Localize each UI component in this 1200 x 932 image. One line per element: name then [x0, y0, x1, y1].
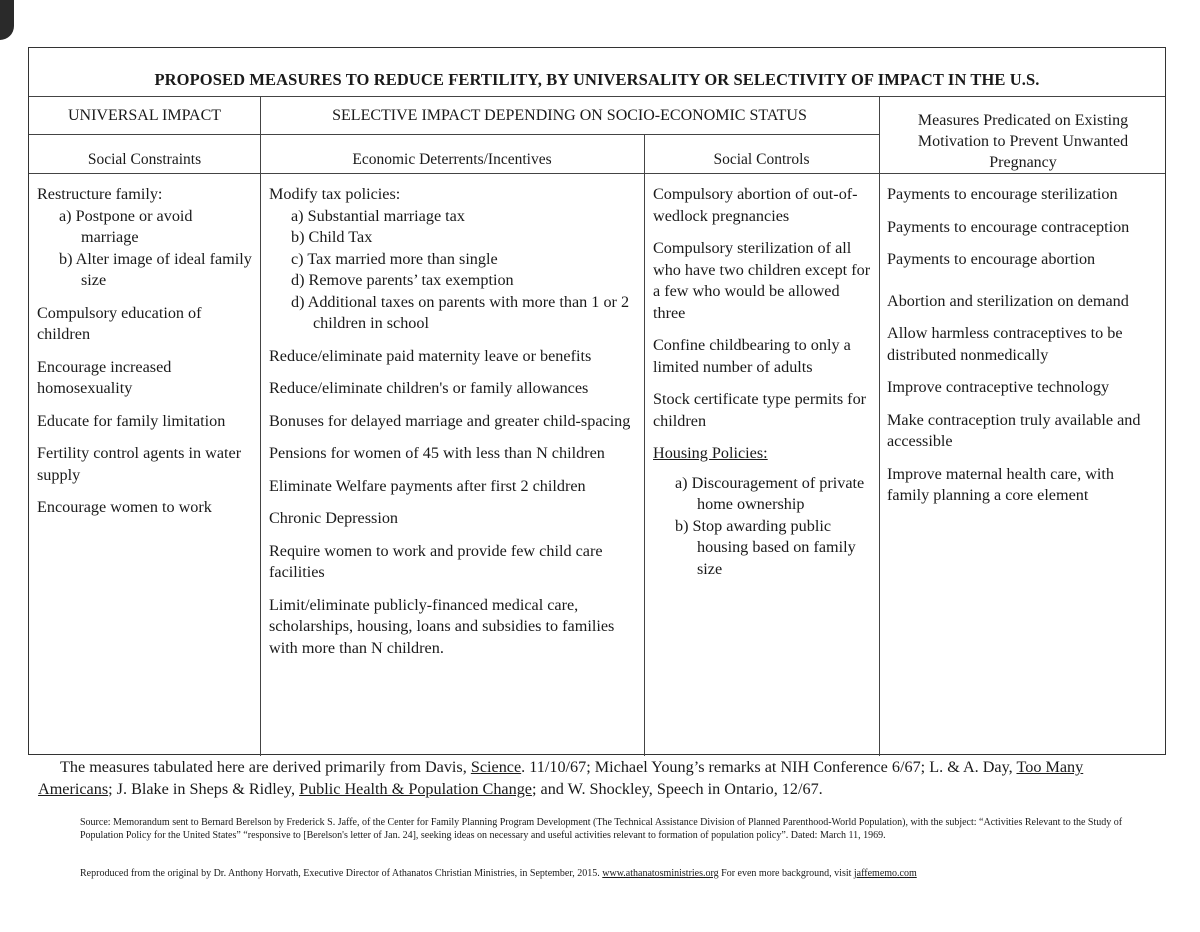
item-restructure: Restructure family: [37, 185, 163, 203]
item-maternity: Reduce/eliminate paid maternity leave or benefits [269, 346, 592, 365]
item-water-supply: Fertility control agents in water supply [37, 444, 242, 484]
header-rule [29, 134, 879, 135]
item-restructure-b: b) Alter image of ideal family size [59, 249, 252, 289]
item-homosexuality: Encourage increased homosexuality [37, 357, 172, 397]
col-divider-1 [260, 96, 261, 756]
reproduction-note [80, 867, 1160, 880]
title-rule [29, 96, 1165, 97]
header-universal: UNIVERSAL IMPACT [67, 107, 222, 124]
item-women-work: Encourage women to work [37, 498, 212, 516]
source-note: Source: Memorandum sent to Bernard Berelson by Frederick S. Jaffe, of the Center for Family Planning Program Development (The Technical Assistance Division of Planned Parenthood-World Population), with the subject: “Activities Relevant to the Study of Population Policy for the United States” “responsive to [Berelson's letter of Jan. 24], seeking ideas on necessary and useful activities relevant to formation of population policy”. Dated: March 11, 1969. [80, 817, 1123, 841]
item-tax-a: a) Substantial marriage tax [291, 206, 465, 225]
item-on-demand: Abortion and sterilization on demand [887, 291, 1129, 310]
item-compulsory-sterilization: Compulsory sterilization of all who have two children except for a few who would be allowed three [653, 239, 871, 322]
item-education: Compulsory education of children [37, 303, 202, 343]
subheader-rule [29, 173, 1165, 174]
item-pay-sterilization: Payments to encourage sterilization [887, 185, 1118, 203]
subheader-economic: Economic Deterrents/Incentives [352, 151, 552, 168]
item-family-limitation: Educate for family limitation [37, 411, 226, 430]
table-title: PROPOSED MEASURES TO REDUCE FERTILITY, BY UNIVERSALITY OR SELECTIVITY OF IMPACT IN THE U.S. [154, 70, 1040, 89]
item-bonuses: Bonuses for delayed marriage and greater child-spacing [269, 411, 631, 430]
item-stock-certificate: Stock certificate type permits for children [653, 390, 867, 430]
item-compulsory-abortion: Compulsory abortion of out-of-wedlock pregnancies [653, 185, 858, 225]
subheader-social-controls: Social Controls [713, 151, 810, 168]
note-science: Science [470, 758, 522, 776]
item-accessible: Make contraception truly available and accessible [887, 410, 1141, 450]
item-tax-b: b) Child Tax [291, 228, 373, 246]
social-controls-column [653, 184, 875, 580]
item-maternal-health: Improve maternal health care, with family planning a core element [887, 464, 1114, 504]
subheader-social-constraints: Social Constraints [87, 151, 202, 168]
item-pay-abortion: Payments to encourage abortion [887, 250, 1096, 268]
col-divider-3 [879, 96, 880, 756]
item-welfare: Eliminate Welfare payments after first 2 children [269, 476, 586, 495]
motivation-column [887, 184, 1159, 518]
note-text-2: . 11/10/67; Michael Young’s remarks at NIH Conference 6/67; L. & A. Day, [521, 758, 1017, 776]
note-text-4: ; and W. Shockley, Speech in Ontario, 12/67. [531, 779, 823, 798]
athanatos-link[interactable]: www.athanatosministries.org [602, 868, 719, 879]
item-restructure-a: a) Postpone or avoid marriage [59, 206, 193, 246]
header-selective: SELECTIVE IMPACT DEPENDING ON SOCIO-ECONOMIC STATUS [332, 107, 807, 124]
measures-table [28, 47, 1166, 755]
jaffememo-link[interactable]: jaffememo.com [853, 868, 917, 879]
header-motivation: Measures Predicated on Existing Motivation to Prevent Unwanted Pregnancy [917, 112, 1129, 171]
social-constraints-column [37, 184, 253, 530]
note-too-many-americans: Too Many Americans [38, 758, 1084, 798]
item-tax-d: d) Remove parents’ tax exemption [291, 271, 514, 289]
economic-column [269, 184, 639, 670]
note-text-1: The measures tabulated here are derived primarily from Davis, [60, 758, 471, 776]
item-depression: Chronic Depression [269, 509, 399, 527]
item-tax: Modify tax policies: [269, 185, 401, 203]
col-divider-2 [644, 134, 645, 756]
item-allowances: Reduce/eliminate children's or family allowances [269, 379, 589, 397]
note-text-3: ; J. Blake in Sheps & Ridley, [108, 779, 300, 798]
item-housing: Housing Policies: [653, 444, 768, 462]
item-nonmedical: Allow harmless contraceptives to be distributed nonmedically [887, 324, 1123, 364]
item-housing-a: a) Discouragement of private home ownership [675, 473, 865, 513]
item-child-care: Require women to work and provide few child care facilities [269, 541, 603, 581]
derivation-note [38, 757, 1148, 800]
item-tax-e: d) Additional taxes on parents with more than 1 or 2 children in school [291, 292, 630, 332]
item-medical: Limit/eliminate publicly-financed medical care, scholarships, housing, loans and subsidies to families with more than N children. [269, 595, 615, 657]
repro-text: Reproduced from the original by Dr. Anthony Horvath, Executive Director of Athanatos Christian Ministries, in September, 2015. [80, 868, 603, 879]
corner-shadow [0, 0, 14, 40]
item-housing-b: b) Stop awarding public housing based on family size [675, 516, 856, 578]
note-public-health: Public Health & Population Change [299, 779, 532, 798]
item-confine: Confine childbearing to only a limited number of adults [653, 336, 851, 376]
item-tax-c: c) Tax married more than single [291, 249, 498, 268]
item-pensions: Pensions for women of 45 with less than N children [269, 444, 605, 462]
item-pay-contraception: Payments to encourage contraception [887, 217, 1130, 236]
item-technology: Improve contraceptive technology [887, 378, 1110, 396]
repro-text-2: For even more background, visit [718, 868, 854, 879]
